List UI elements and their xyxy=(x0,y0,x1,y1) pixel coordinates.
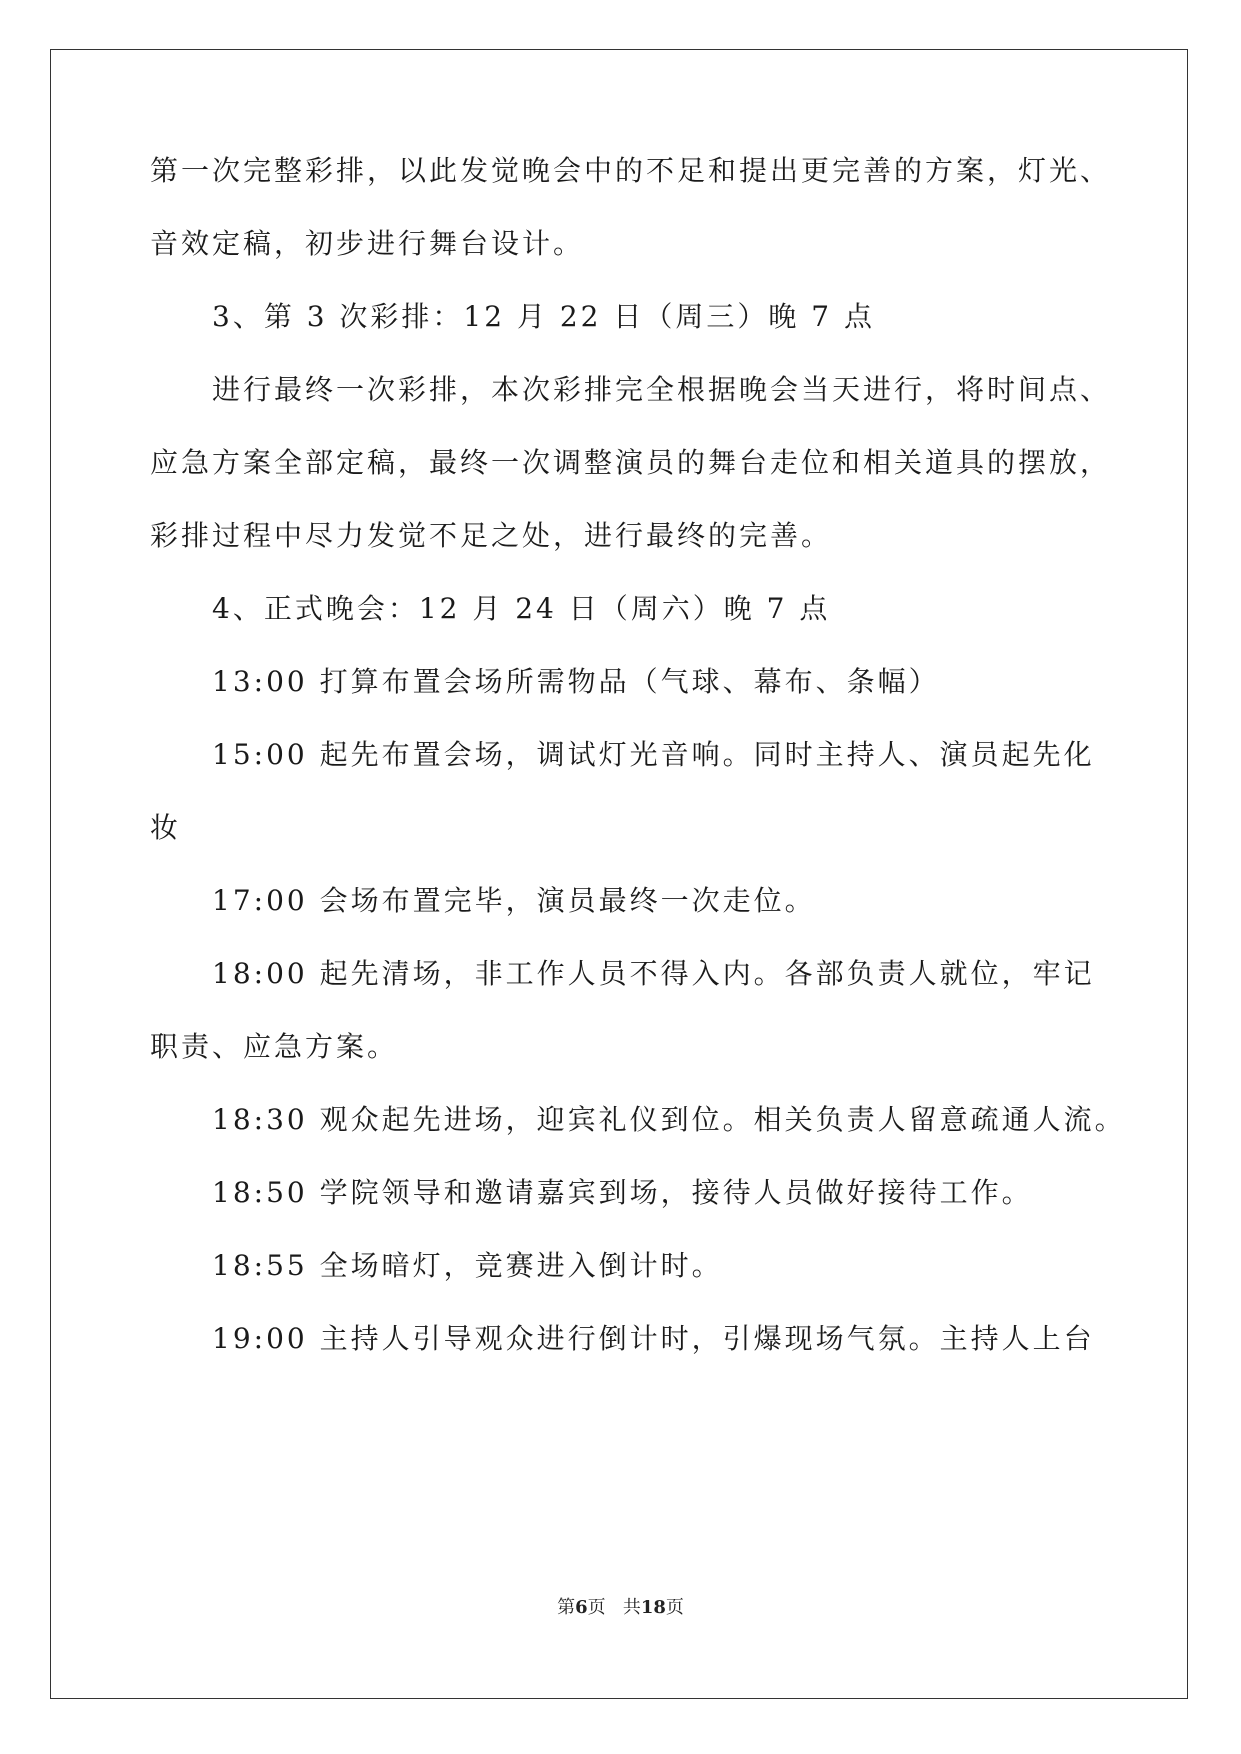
schedule-item: 18:00 起先清场，非工作人员不得入内。各部负责人就位，牢记 xyxy=(212,957,1095,990)
text-line: 进行最终一次彩排，本次彩排完全根据晚会当天进行，将时间点、 xyxy=(212,373,1112,406)
page-number: 6 xyxy=(575,1597,588,1618)
text-line: 第一次完整彩排，以此发觉晚会中的不足和提出更完善的方案，灯光、 xyxy=(150,154,1112,187)
total-pages: 18 xyxy=(640,1597,666,1618)
page-prefix: 第 xyxy=(557,1597,576,1618)
text-line: 妆 xyxy=(150,811,182,844)
text-line: 应急方案全部定稿，最终一次调整演员的舞台走位和相关道具的摆放， xyxy=(150,446,1112,479)
schedule-item: 17:00 会场布置完毕，演员最终一次走位。 xyxy=(212,884,816,917)
schedule-item: 18:50 学院领导和邀请嘉宾到场，接待人员做好接待工作。 xyxy=(212,1176,1033,1209)
section-heading: 3、第 3 次彩排：12 月 22 日（周三）晚 7 点 xyxy=(212,300,876,333)
page-footer xyxy=(0,1596,1241,1620)
schedule-item: 13:00 打算布置会场所需物品（气球、幕布、条幅） xyxy=(212,665,940,698)
text-line: 音效定稿，初步进行舞台设计。 xyxy=(150,227,585,260)
schedule-item: 15:00 起先布置会场，调试灯光音响。同时主持人、演员起先化 xyxy=(212,738,1095,771)
schedule-item: 18:55 全场暗灯，竞赛进入倒计时。 xyxy=(212,1249,723,1282)
text-line: 彩排过程中尽力发觉不足之处，进行最终的完善。 xyxy=(150,519,833,552)
total-prefix: 共 xyxy=(622,1597,641,1618)
text-line: 职责、应急方案。 xyxy=(150,1030,399,1063)
section-heading: 4、正式晚会：12 月 24 日（周六）晚 7 点 xyxy=(212,592,831,625)
schedule-item: 19:00 主持人引导观众进行倒计时，引爆现场气氛。主持人上台 xyxy=(212,1322,1095,1355)
page-suffix: 页 xyxy=(587,1597,606,1618)
total-suffix: 页 xyxy=(665,1597,684,1618)
schedule-item: 18:30 观众起先进场，迎宾礼仪到位。相关负责人留意疏通人流。 xyxy=(212,1103,1126,1136)
